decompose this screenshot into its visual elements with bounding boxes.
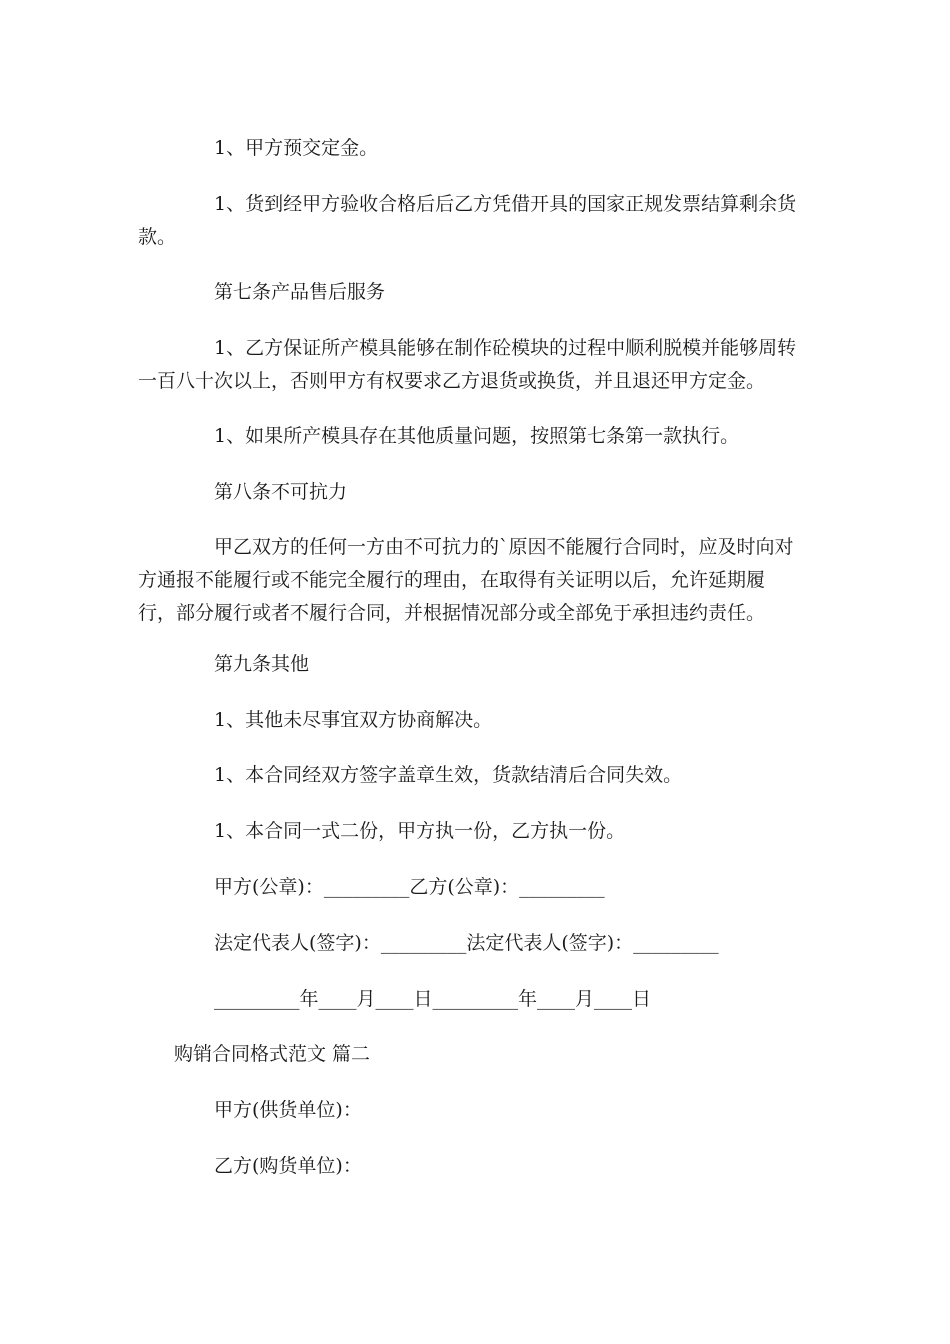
article-8-heading: 第八条不可抗力 xyxy=(214,481,348,503)
article-8-body: 甲乙双方的任何一方由不可抗力的`原因不能履行合同时，应及时向对方通报不能履行或不能完全履行的理由，在取得有关证明以后，允许延期履行，部分履行或者不履行合同，并根据情况部分或全部免于承担违约责任。 xyxy=(138,536,794,624)
article-9-clause-3: 1、本合同一式二份，甲方执一份，乙方执一份。 xyxy=(214,820,626,842)
date-line: _________年____月____日_________年____月____日 xyxy=(214,988,652,1010)
article-7-clause-1: 1、乙方保证所产模具能够在制作砼模块的过程中顺利脱模并能够周转一百八十次以上，否则甲方有权要求乙方退货或换货，并且退还甲方定金。 xyxy=(138,337,797,392)
article-9-heading: 第九条其他 xyxy=(214,653,310,675)
section-title: 购销合同格式范文 篇二 xyxy=(174,1043,371,1065)
article-7-heading: 第七条产品售后服务 xyxy=(214,281,386,303)
signature-line: 法定代表人(签字)：_________法定代表人(签字)：_________ xyxy=(214,932,719,954)
article-7-clause-2: 1、如果所产模具存在其他质量问题，按照第七条第一款执行。 xyxy=(214,425,740,447)
seal-line: 甲方(公章)：_________乙方(公章)：_________ xyxy=(214,876,605,898)
article-9-clause-2: 1、本合同经双方签字盖章生效，货款结清后合同失效。 xyxy=(214,764,683,786)
payment-clause-balance: 1、货到经甲方验收合格后后乙方凭借开具的国家正规发票结算剩余货款。 xyxy=(138,193,797,248)
payment-clause-deposit: 1、甲方预交定金。 xyxy=(214,137,379,159)
party-b-label: 乙方(购货单位)： xyxy=(214,1155,362,1177)
party-a-label: 甲方(供货单位)： xyxy=(214,1099,362,1121)
article-9-clause-1: 1、其他未尽事宜双方协商解决。 xyxy=(214,709,493,731)
